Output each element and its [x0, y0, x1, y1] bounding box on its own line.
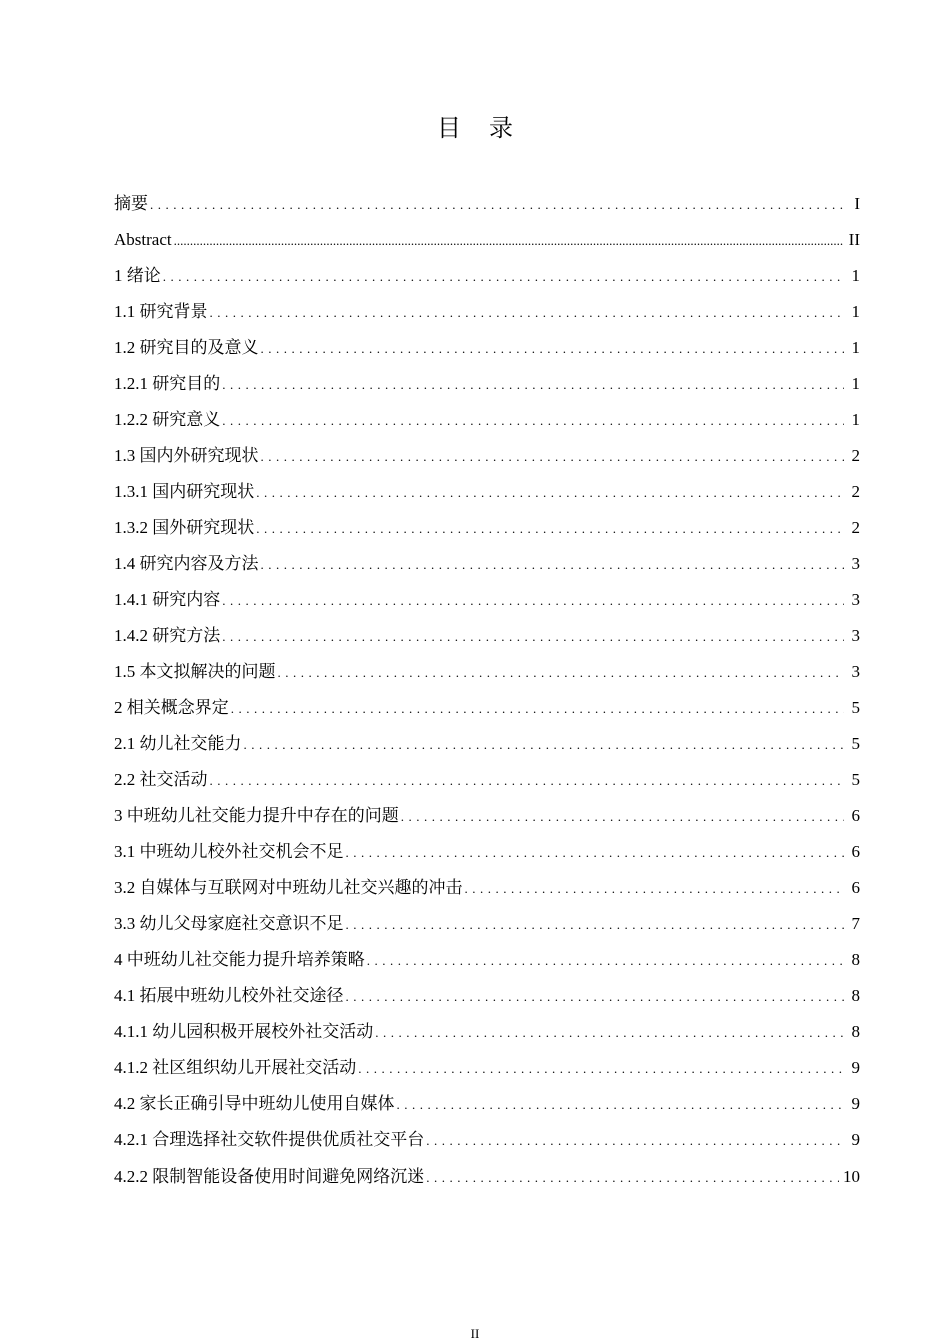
dot-leader	[163, 259, 844, 295]
toc-entry-3-1[interactable]	[114, 834, 860, 870]
toc-entry-4-2-2[interactable]	[114, 1158, 860, 1196]
toc-entry-page: 1	[851, 338, 860, 357]
dot-leader	[222, 367, 844, 403]
toc-entry-1-3[interactable]	[114, 438, 860, 474]
toc-entry-1-2-2[interactable]	[114, 402, 860, 438]
toc-entry-1[interactable]	[114, 258, 860, 294]
toc-entry-page: 6	[851, 878, 860, 897]
dot-leader	[426, 1159, 839, 1197]
dot-leader	[222, 403, 844, 439]
toc-entry-page: 2	[851, 482, 860, 501]
toc-entry-page: II	[848, 230, 860, 249]
toc-entry-label: 3.1 中班幼儿校外社交机会不足	[114, 842, 344, 861]
toc-entry-1-4-2[interactable]	[114, 618, 860, 654]
dot-leader	[346, 835, 845, 871]
dot-leader	[367, 943, 844, 979]
toc-entry-4-2[interactable]	[114, 1086, 860, 1122]
toc-entry-label: 摘要	[114, 194, 148, 213]
dot-leader	[231, 691, 844, 727]
toc-entry-label: 4.2 家长正确引导中班幼儿使用自媒体	[114, 1094, 395, 1113]
toc-entry-1-3-1[interactable]	[114, 474, 860, 510]
toc-entry-label: 4.2.2 限制智能设备使用时间避免网络沉迷	[114, 1167, 425, 1186]
toc-entry-page: 5	[851, 770, 860, 789]
toc-entry-page: 7	[851, 914, 860, 933]
dot-leader	[256, 511, 844, 547]
dot-leader	[210, 763, 845, 799]
toc-entry-page: I	[854, 194, 860, 213]
toc-entry-label: 3.2 自媒体与互联网对中班幼儿社交兴趣的冲击	[114, 878, 463, 897]
dot-leader	[244, 727, 845, 763]
dot-leader	[346, 907, 845, 943]
toc-entry-page: 8	[851, 950, 860, 969]
toc-entry-label: 1.3.1 国内研究现状	[114, 482, 255, 501]
toc-entry-1-3-2[interactable]	[114, 510, 860, 546]
toc-entry-page: 9	[851, 1058, 860, 1077]
dot-leader	[174, 223, 844, 259]
toc-entry-page: 5	[851, 734, 860, 753]
toc-entry-page: 2	[851, 446, 860, 465]
toc-entry-2[interactable]	[114, 690, 860, 726]
toc-entry-abstract-cn[interactable]	[114, 186, 860, 222]
toc-entry-3[interactable]	[114, 798, 860, 834]
toc-entry-4-1-2[interactable]	[114, 1050, 860, 1086]
toc-entry-label: 4.1 拓展中班幼儿校外社交途径	[114, 986, 344, 1005]
toc-entry-label: 1.4.2 研究方法	[114, 626, 221, 645]
toc-entry-4-2-1[interactable]	[114, 1122, 860, 1158]
toc-entry-label: 1.2.1 研究目的	[114, 374, 221, 393]
toc-entry-page: 3	[851, 626, 860, 645]
toc-entry-1-4[interactable]	[114, 546, 860, 582]
toc-entry-page: 1	[851, 266, 860, 285]
dot-leader	[210, 295, 845, 331]
toc-entry-3-3[interactable]	[114, 906, 860, 942]
toc-entry-label: 1.1 研究背景	[114, 302, 208, 321]
dot-leader	[256, 475, 844, 511]
toc-entry-page: 6	[851, 806, 860, 825]
toc-entry-label: 1.2.2 研究意义	[114, 410, 221, 429]
toc-entry-4-1-1[interactable]	[114, 1014, 860, 1050]
toc-entry-abstract-en[interactable]	[114, 222, 860, 258]
toc-entry-label: 1.4.1 研究内容	[114, 590, 221, 609]
dot-leader	[426, 1123, 844, 1159]
toc-entry-label: 1.5 本文拟解决的问题	[114, 662, 276, 681]
toc-entry-label: 4.1.2 社区组织幼儿开展社交活动	[114, 1058, 357, 1077]
toc-entry-4[interactable]	[114, 942, 860, 978]
toc-entry-page: 9	[851, 1130, 860, 1149]
title-char-1: 目	[437, 114, 461, 142]
dot-leader	[222, 619, 844, 655]
dot-leader	[401, 799, 844, 835]
toc-entry-1-1[interactable]	[114, 294, 860, 330]
toc-entry-page: 1	[851, 374, 860, 393]
toc-entry-page: 8	[851, 986, 860, 1005]
toc-entry-page: 5	[851, 698, 860, 717]
toc-entry-label: Abstract	[114, 230, 172, 249]
dot-leader	[465, 871, 845, 907]
toc-entry-page: 2	[851, 518, 860, 537]
dot-leader	[346, 979, 845, 1015]
toc-entry-label: 4 中班幼儿社交能力提升培养策略	[114, 950, 365, 969]
toc-entry-page: 1	[851, 302, 860, 321]
dot-leader	[261, 331, 845, 367]
toc-entry-1-5[interactable]	[114, 654, 860, 690]
toc-entry-page: 9	[851, 1094, 860, 1113]
toc-entry-page: 10	[843, 1167, 860, 1186]
toc-entry-label: 2 相关概念界定	[114, 698, 229, 717]
dot-leader	[261, 439, 845, 475]
dot-leader	[397, 1087, 845, 1123]
toc-entry-label: 4.2.1 合理选择社交软件提供优质社交平台	[114, 1130, 425, 1149]
toc-entry-label: 1.4 研究内容及方法	[114, 554, 259, 573]
page-title	[0, 112, 950, 144]
toc-entry-label: 2.2 社交活动	[114, 770, 208, 789]
toc-entry-page: 3	[851, 554, 860, 573]
dot-leader	[150, 187, 844, 223]
toc-entry-page: 3	[851, 662, 860, 681]
dot-leader	[375, 1015, 844, 1051]
toc-entry-label: 1.2 研究目的及意义	[114, 338, 259, 357]
dot-leader	[222, 583, 844, 619]
toc-entry-label: 1.3.2 国外研究现状	[114, 518, 255, 537]
toc-entry-label: 2.1 幼儿社交能力	[114, 734, 242, 753]
title-char-2: 录	[489, 114, 513, 142]
toc-entry-label: 1.3 国内外研究现状	[114, 446, 259, 465]
toc-entry-1-2-1[interactable]	[114, 366, 860, 402]
toc-entry-3-2[interactable]	[114, 870, 860, 906]
toc-entry-label: 4.1.1 幼儿园积极开展校外社交活动	[114, 1022, 374, 1041]
dot-leader	[261, 547, 845, 583]
dot-leader	[358, 1051, 844, 1087]
toc-entry-page: 6	[851, 842, 860, 861]
toc-entry-4-1[interactable]	[114, 978, 860, 1014]
toc-entry-1-2[interactable]	[114, 330, 860, 366]
toc-entry-label: 3.3 幼儿父母家庭社交意识不足	[114, 914, 344, 933]
toc-entry-2-2[interactable]	[114, 762, 860, 798]
toc-entry-1-4-1[interactable]	[114, 582, 860, 618]
footer-page-number: II	[470, 1326, 480, 1341]
toc-entry-page: 3	[851, 590, 860, 609]
toc-entry-label: 3 中班幼儿社交能力提升中存在的问题	[114, 806, 399, 825]
toc-entry-page: 8	[851, 1022, 860, 1041]
dot-leader	[278, 655, 845, 691]
table-of-contents	[114, 186, 860, 1196]
toc-entry-label: 1 绪论	[114, 266, 161, 285]
toc-entry-page: 1	[851, 410, 860, 429]
toc-entry-2-1[interactable]	[114, 726, 860, 762]
